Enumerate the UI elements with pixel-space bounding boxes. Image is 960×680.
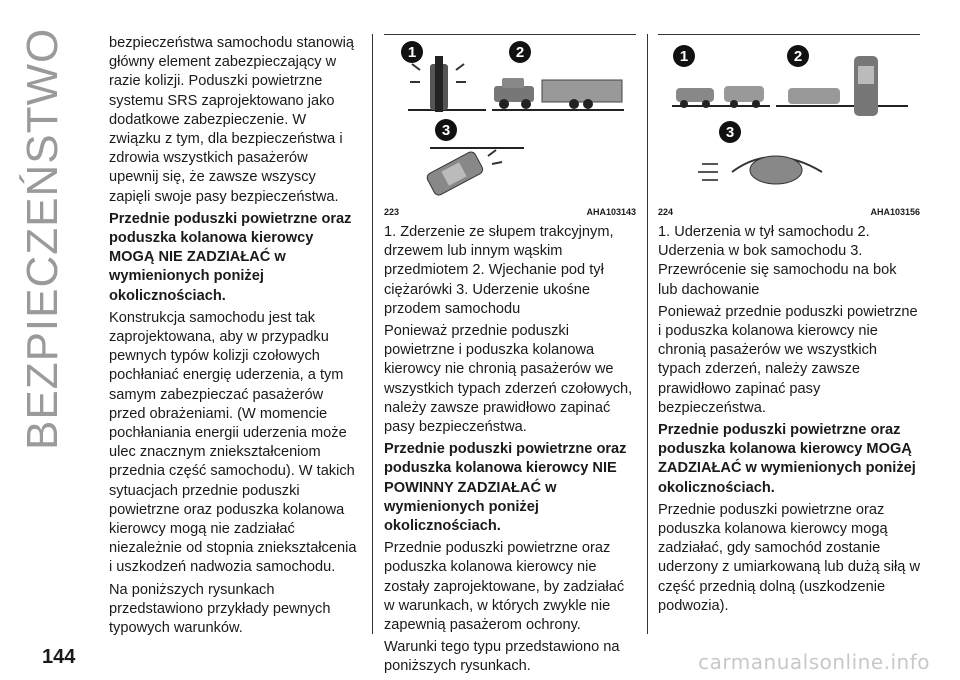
paragraph-conditions: Warunki tego typu przedstawiono na poniższych rysunkach.	[384, 639, 620, 675]
figure-top-rule-1	[384, 34, 636, 35]
paragraph-examples: Na poniższych rysunkach przedstawiono przykłady pewnych typowych warunków.	[109, 581, 331, 637]
column-2	[384, 223, 636, 680]
column-divider-1	[372, 34, 373, 634]
figure-224-legend: 1. Uderzenia w tył samochodu 2. Uderzenia w bok samochodu 3. Przewrócenie się samochodu na bok lub dachowanie	[658, 224, 897, 298]
figure-224-badge-1: 1	[679, 48, 689, 65]
figure-224-badge-2: 2	[793, 48, 803, 65]
watermark: carmanualsonline.info	[698, 650, 930, 674]
column-3	[658, 223, 920, 619]
column-divider-2	[647, 34, 648, 634]
column-1	[109, 34, 361, 641]
figure-223-badge-3: 3	[441, 122, 451, 139]
page-number: 144	[42, 646, 76, 668]
intro-paragraph: bezpieczeństwa samochodu stanowią główny element zabezpieczający w razie kolizji. Poduszki powietrzne systemu SRS zaprojektowano jako dodatkowe zabezpieczenie. W związku z tym, dla bezpieczeństwa i zdrowia wszystkich pasażerów upewnij się, że zawsze wszyscy zapięli swoje pasy bezpieczeństwa.	[109, 35, 354, 205]
section-title: BEZPIECZEŃSTWO	[18, 27, 67, 450]
figure-top-rule-2	[658, 34, 920, 35]
paragraph-underbody: Przednie poduszki powietrzne oraz poduszka kolanowa kierowcy mogą zadziałać, gdy samochód zostanie uderzony z umiarkowaną lub dużą siłą w część przednią dolną (uszkodzenie podwozia).	[658, 501, 921, 614]
figure-224-code: AHA103156	[870, 207, 920, 217]
paragraph-seatbelt-note-2: Ponieważ przednie poduszki powietrzne i poduszka kolanowa kierowcy nie chronią pasażerów we wszystkich typach zderzeń, należy zawsze prawidłowo zapinać pasy bezpieczeństwa.	[658, 303, 918, 416]
figure-223	[384, 36, 636, 220]
figure-224-illustration	[658, 36, 920, 206]
heading-may-not-deploy: Przednie poduszki powietrzne oraz poduszka kolanowa kierowcy MOGĄ NIE ZADZIAŁAĆ w wymienionych poniżej okolicznościach.	[109, 210, 352, 304]
figure-223-badge-2: 2	[515, 44, 525, 61]
paragraph-seatbelt-note: Ponieważ przednie poduszki powietrzne i poduszka kolanowa kierowcy nie chronią pasażerów we wszystkich typach zderzeń czołowych, należy zawsze prawidłowo zapinać pasy bezpieczeństwa.	[384, 323, 633, 436]
heading-may-deploy: Przednie poduszki powietrzne oraz poduszka kolanowa kierowcy MOGĄ ZADZIAŁAĆ w wymienionych poniżej okolicznościach.	[658, 422, 916, 496]
figure-223-badge-1: 1	[407, 44, 417, 61]
paragraph-not-designed: Przednie poduszki powietrzne oraz poduszka kolanowa kierowcy nie zostały zaprojektowane, by zadziałać w warunkach, w których zwykle nie zapewnią pasażerom ochrony.	[384, 540, 625, 634]
figure-223-number: 223	[384, 207, 400, 217]
heading-should-not-deploy: Przednie poduszki powietrzne oraz poduszka kolanowa kierowcy NIE POWINNY ZADZIAŁAĆ w wymienionych poniżej okolicznościach.	[384, 441, 627, 535]
figure-223-illustration	[384, 36, 636, 206]
figure-224-number: 224	[658, 207, 674, 217]
paragraph-construction: Konstrukcja samochodu jest tak zaprojektowana, aby w przypadku pewnych typów kolizji czołowych pochłaniać energię uderzenia, a tym samym zabezpieczać pasażerów przed obrażeniami. (W momencie pochłaniania energii uderzenia może ulec znacznym zniekształceniom przednia część samochodu). W takich sytuacjach przednie poduszki powietrzne oraz poduszka kolanowa kierowcy mogą nie zadziałać niezależnie od stopnia zniekształcenia i uszkodzeń nadwozia samochodu.	[109, 309, 357, 576]
figure-224	[658, 36, 920, 220]
figure-223-code: AHA103143	[586, 207, 636, 217]
figure-224-badge-3: 3	[725, 124, 735, 141]
figure-223-legend: 1. Zderzenie ze słupem trakcyjnym, drzewem lub innym wąskim przedmiotem 2. Wjechanie pod tył ciężarówki 3. Uderzenie ukośne przodem samochodu	[384, 224, 614, 317]
